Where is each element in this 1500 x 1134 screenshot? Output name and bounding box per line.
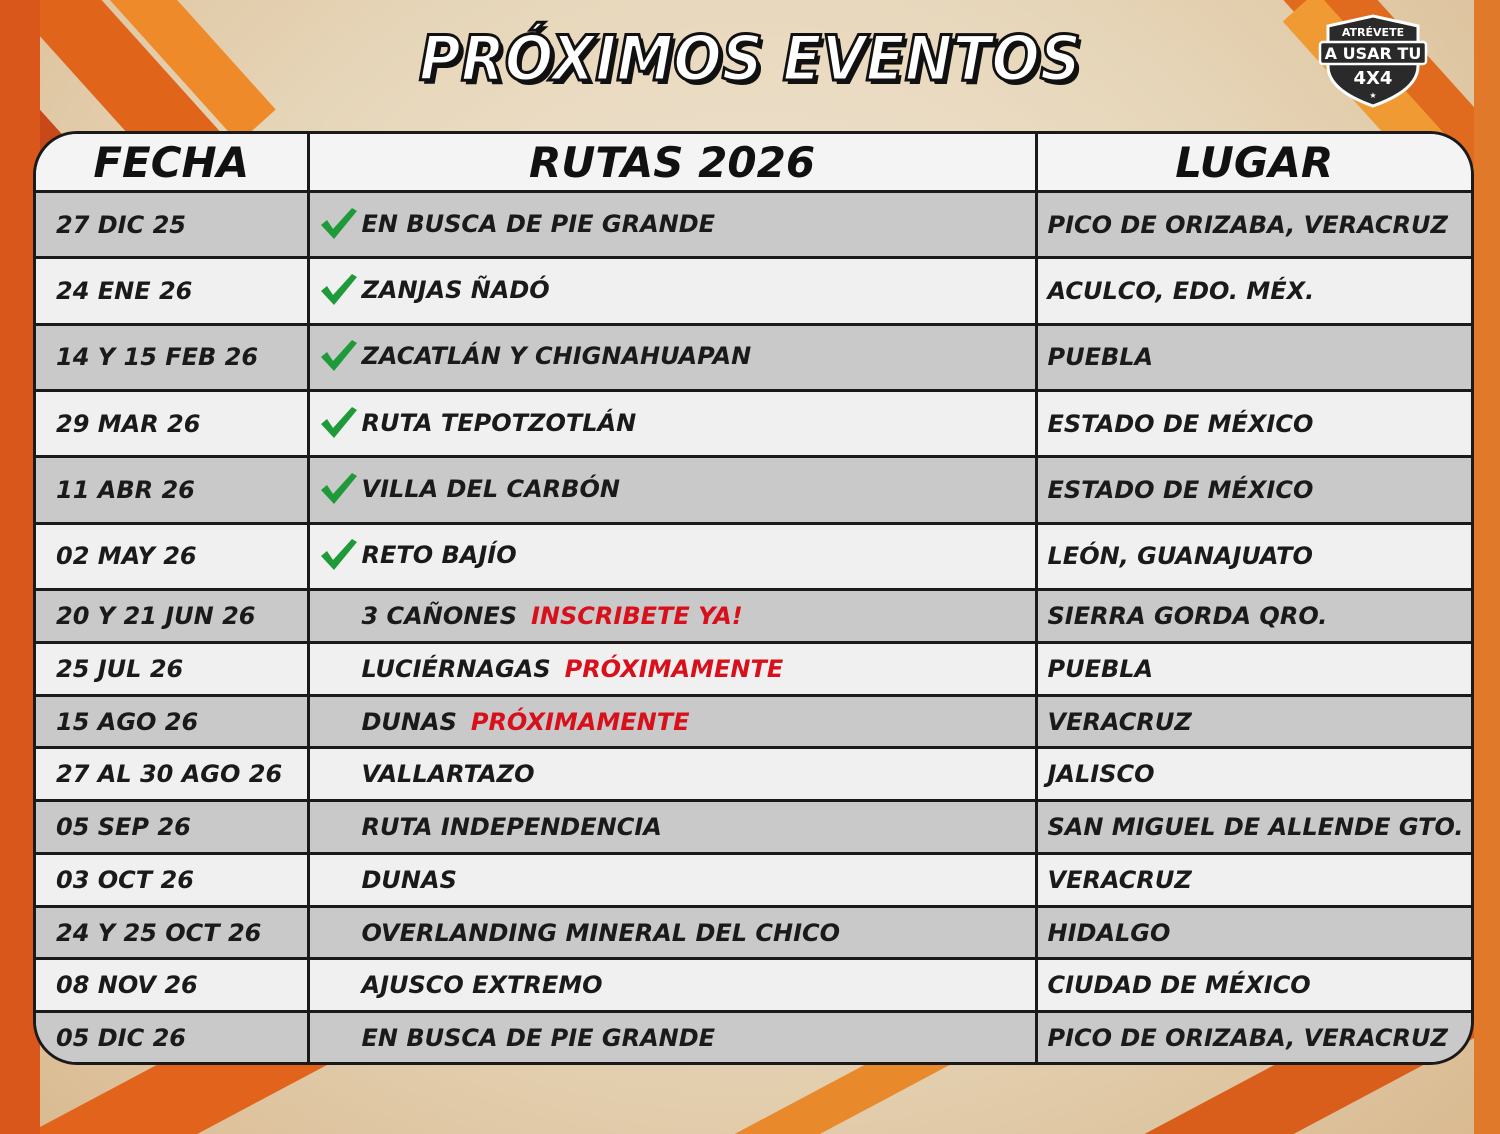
cell-ruta: [308, 391, 1036, 457]
cell-ruta: [308, 695, 1036, 748]
cell-fecha: 15 AGO 26: [36, 695, 308, 748]
cell-ruta: [308, 192, 1036, 258]
cell-lugar: SIERRA GORDA QRO.: [1036, 590, 1471, 643]
cell-fecha: 27 AL 30 AGO 26: [36, 748, 308, 801]
table-row: [36, 695, 1471, 748]
route-name: ZACATLÁN Y CHIGNAHUAPAN: [361, 342, 752, 371]
cell-lugar: LEÓN, GUANAJUATO: [1036, 523, 1471, 589]
table-row: [36, 258, 1471, 324]
cell-fecha: 08 NOV 26: [36, 959, 308, 1012]
cell-lugar: PUEBLA: [1036, 642, 1471, 695]
header-rutas: RUTAS 2026: [308, 134, 1036, 192]
cell-ruta: [308, 748, 1036, 801]
cell-ruta: [308, 258, 1036, 324]
cell-lugar: HIDALGO: [1036, 906, 1471, 959]
stripe-decoration: [1474, 0, 1500, 1134]
checkmark-icon: [318, 337, 358, 373]
route-name: AJUSCO EXTREMO: [361, 971, 603, 1000]
table-row: [36, 192, 1471, 258]
table-row: [36, 324, 1471, 390]
table-row: [36, 853, 1471, 906]
cell-fecha: 25 JUL 26: [36, 642, 308, 695]
logo-line3: 4X4: [1353, 68, 1393, 89]
cell-lugar: CIUDAD DE MÉXICO: [1036, 959, 1471, 1012]
cell-lugar: VERACRUZ: [1036, 695, 1471, 748]
cell-lugar: SAN MIGUEL DE ALLENDE GTO.: [1036, 801, 1471, 854]
cell-fecha: 11 ABR 26: [36, 457, 308, 523]
checkmark-icon: [318, 271, 358, 307]
cell-lugar: JALISCO: [1036, 748, 1471, 801]
route-name: DUNAS: [361, 707, 457, 736]
route-name: EN BUSCA DE PIE GRANDE: [361, 209, 716, 238]
cell-ruta: [308, 906, 1036, 959]
cell-ruta: [308, 801, 1036, 854]
cell-ruta: [308, 853, 1036, 906]
table-row: [36, 801, 1471, 854]
events-table: [36, 134, 1471, 1062]
cell-fecha: 03 OCT 26: [36, 853, 308, 906]
header-fecha: FECHA: [36, 134, 308, 192]
cell-lugar: ESTADO DE MÉXICO: [1036, 391, 1471, 457]
cell-ruta: [308, 959, 1036, 1012]
cell-fecha: 29 MAR 26: [36, 391, 308, 457]
route-name: RUTA TEPOTZOTLÁN: [361, 408, 637, 437]
table-row: [36, 1012, 1471, 1062]
status-tag: INSCRIBETE YA!: [531, 602, 743, 631]
events-table-container: [33, 131, 1474, 1065]
route-name: 3 CAÑONES: [361, 602, 517, 631]
cell-ruta: [308, 642, 1036, 695]
cell-fecha: 20 Y 21 JUN 26: [36, 590, 308, 643]
cell-fecha: 05 DIC 26: [36, 1012, 308, 1062]
route-name: LUCIÉRNAGAS: [361, 654, 551, 683]
checkmark-icon: [318, 404, 358, 440]
route-name: RUTA INDEPENDENCIA: [361, 813, 662, 842]
status-tag: PRÓXIMAMENTE: [564, 654, 784, 683]
cell-ruta: [308, 590, 1036, 643]
svg-text:★: ★: [1369, 91, 1377, 100]
route-name: RETO BAJÍO: [361, 541, 517, 570]
table-header-row: [36, 134, 1471, 192]
table-row: [36, 906, 1471, 959]
cell-lugar: PUEBLA: [1036, 324, 1471, 390]
status-tag: PRÓXIMAMENTE: [470, 707, 690, 736]
checkmark-icon: [318, 470, 358, 506]
route-name: VILLA DEL CARBÓN: [361, 475, 620, 504]
route-name: OVERLANDING MINERAL DEL CHICO: [361, 918, 841, 947]
table-row: [36, 457, 1471, 523]
cell-lugar: VERACRUZ: [1036, 853, 1471, 906]
route-name: ZANJAS ÑADÓ: [361, 276, 550, 305]
cell-fecha: 24 ENE 26: [36, 258, 308, 324]
table-row: [36, 748, 1471, 801]
header-lugar: LUGAR: [1036, 134, 1471, 192]
cell-ruta: [308, 1012, 1036, 1062]
cell-ruta: [308, 324, 1036, 390]
cell-fecha: 27 DIC 25: [36, 192, 308, 258]
table-row: [36, 523, 1471, 589]
cell-ruta: [308, 457, 1036, 523]
table-row: [36, 391, 1471, 457]
route-name: DUNAS: [361, 865, 457, 894]
table-row: [36, 642, 1471, 695]
table-row: [36, 959, 1471, 1012]
cell-fecha: 14 Y 15 FEB 26: [36, 324, 308, 390]
cell-lugar: ESTADO DE MÉXICO: [1036, 457, 1471, 523]
checkmark-icon: [318, 205, 358, 241]
page-title: PRÓXIMOS EVENTOS: [419, 22, 1081, 95]
cell-fecha: 02 MAY 26: [36, 523, 308, 589]
brand-logo: [1318, 14, 1428, 108]
cell-lugar: PICO DE ORIZABA, VERACRUZ: [1036, 192, 1471, 258]
table-row: [36, 590, 1471, 643]
logo-line2: A USAR TU: [1324, 44, 1422, 63]
cell-fecha: 05 SEP 26: [36, 801, 308, 854]
cell-lugar: ACULCO, EDO. MÉX.: [1036, 258, 1471, 324]
cell-fecha: 24 Y 25 OCT 26: [36, 906, 308, 959]
route-name: VALLARTAZO: [361, 760, 535, 789]
logo-line1: ATRÉVETE: [1341, 26, 1405, 39]
checkmark-icon: [318, 536, 358, 572]
cell-lugar: PICO DE ORIZABA, VERACRUZ: [1036, 1012, 1471, 1062]
route-name: EN BUSCA DE PIE GRANDE: [361, 1023, 716, 1052]
cell-ruta: [308, 523, 1036, 589]
